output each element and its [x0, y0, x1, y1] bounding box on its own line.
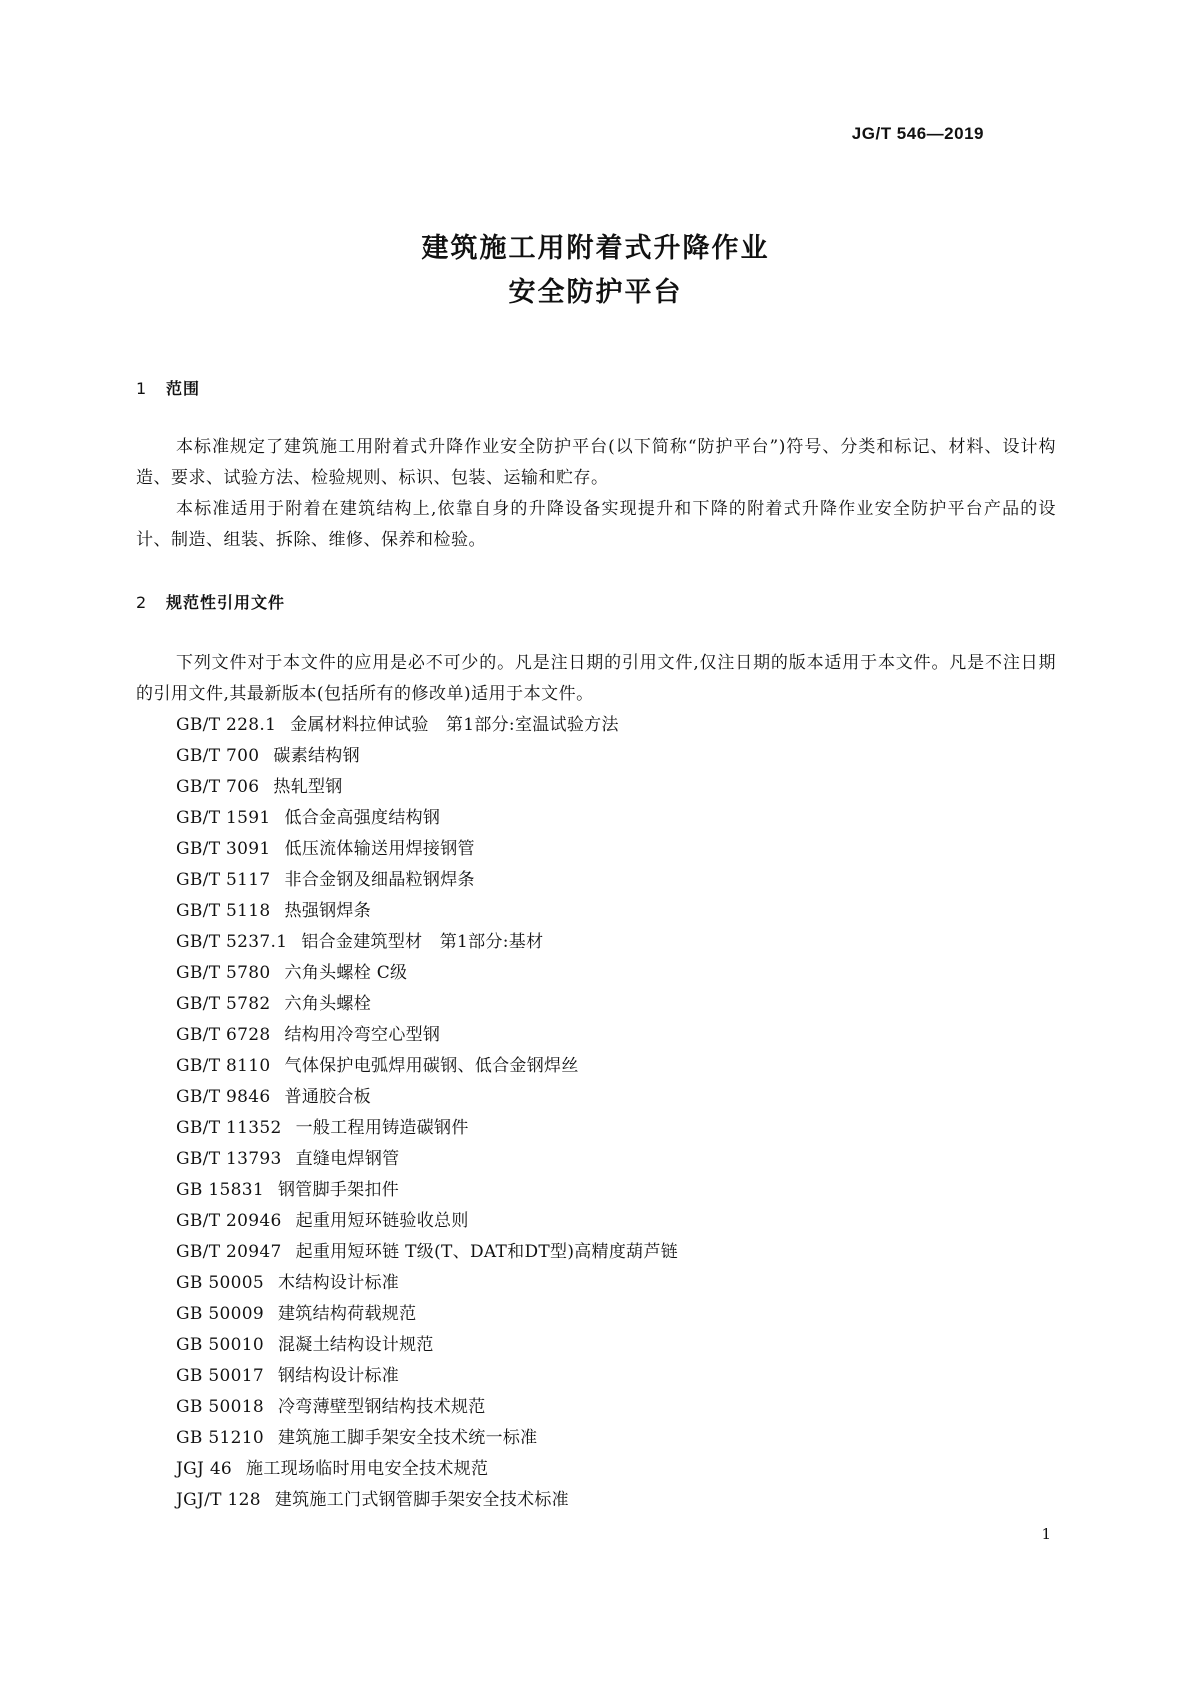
reference-title: 热轧型钢: [273, 777, 343, 797]
reference-title: 六角头螺栓: [284, 994, 372, 1014]
reference-title: 建筑结构荷载规范: [277, 1304, 417, 1324]
reference-title: 起重用短环链验收总则: [295, 1211, 469, 1231]
reference-code: GB/T 1591: [176, 808, 271, 828]
reference-title: 起重用短环链 T级(T、DAT和DT型)高精度葫芦链: [295, 1242, 679, 1262]
section-title: 范围: [166, 379, 201, 398]
reference-item: [176, 958, 1036, 989]
reference-item: [176, 1330, 1036, 1361]
reference-item: [176, 1268, 1036, 1299]
reference-title: 木结构设计标准: [277, 1273, 400, 1293]
reference-title: 一般工程用铸造碳钢件: [295, 1118, 469, 1138]
reference-title: 普通胶合板: [284, 1087, 372, 1107]
reference-code: GB/T 5117: [176, 870, 271, 890]
reference-item: [176, 927, 1036, 958]
reference-item: [176, 1175, 1036, 1206]
reference-title: 施工现场临时用电安全技术规范: [246, 1459, 489, 1479]
reference-title: 结构用冷弯空心型钢: [284, 1025, 441, 1045]
reference-title: 碳素结构钢: [273, 746, 360, 766]
reference-code: GB/T 20946: [176, 1211, 282, 1231]
reference-title: 建筑施工门式钢管脚手架安全技术标准: [274, 1490, 569, 1510]
page-number: 1: [1041, 1525, 1051, 1543]
reference-title: 低压流体输送用焊接钢管: [284, 839, 475, 859]
document-title-line-1: 建筑施工用附着式升降作业: [421, 233, 770, 264]
reference-title: 热强钢焊条: [284, 901, 372, 921]
reference-item: [176, 1392, 1036, 1423]
reference-code: GB/T 13793: [176, 1149, 282, 1169]
section-number: 1: [136, 379, 148, 398]
reference-item: [176, 865, 1036, 896]
reference-item: [176, 834, 1036, 865]
standard-number: JG/T 546—2019: [851, 124, 984, 143]
reference-item: [176, 1206, 1036, 1237]
section-2-heading: [136, 590, 285, 613]
reference-code: GB/T 11352: [176, 1118, 282, 1138]
reference-code: GB/T 5237.1: [176, 932, 288, 952]
reference-item: [176, 896, 1036, 927]
reference-title: 钢结构设计标准: [277, 1366, 400, 1386]
section-1-heading: [136, 376, 200, 399]
section-title: 规范性引用文件: [166, 593, 286, 612]
reference-item: [176, 1082, 1036, 1113]
scope-paragraph-2: 本标准适用于附着在建筑结构上,依靠自身的升降设备实现提升和下降的附着式升降作业安全防护平台产品的设计、制造、组装、拆除、维修、保养和检验。: [136, 499, 1056, 550]
reference-code: GB 50017: [176, 1366, 264, 1386]
reference-code: GB 50018: [176, 1397, 264, 1417]
reference-title: 混凝土结构设计规范: [277, 1335, 434, 1355]
reference-item: [176, 741, 1036, 772]
reference-item: [176, 1020, 1036, 1051]
normative-reference-list: [176, 710, 1036, 1516]
reference-item: [176, 1485, 1036, 1516]
reference-item: [176, 1423, 1036, 1454]
reference-title: 非合金钢及细晶粒钢焊条: [284, 870, 475, 890]
reference-code: GB/T 700: [176, 746, 260, 766]
reference-code: GB 51210: [176, 1428, 264, 1448]
reference-title: 钢管脚手架扣件: [277, 1180, 400, 1200]
reference-item: [176, 989, 1036, 1020]
reference-code: GB/T 5782: [176, 994, 271, 1014]
reference-title: 气体保护电弧焊用碳钢、低合金钢焊丝: [284, 1056, 579, 1076]
reference-title: 直缝电焊钢管: [295, 1149, 400, 1169]
section-number: 2: [136, 593, 148, 612]
reference-code: GB/T 5780: [176, 963, 271, 983]
reference-title: 低合金高强度结构钢: [284, 808, 441, 828]
reference-code: GB/T 8110: [176, 1056, 271, 1076]
reference-code: GB/T 20947: [176, 1242, 282, 1262]
reference-title: 六角头螺栓 C级: [284, 963, 408, 983]
reference-code: GB/T 3091: [176, 839, 271, 859]
reference-item: [176, 1299, 1036, 1330]
reference-item: [176, 710, 1036, 741]
reference-code: GB/T 9846: [176, 1087, 271, 1107]
reference-code: GB 50005: [176, 1273, 264, 1293]
reference-code: GB 15831: [176, 1180, 264, 1200]
reference-code: GB/T 706: [176, 777, 260, 797]
reference-code: GB/T 6728: [176, 1025, 271, 1045]
reference-code: JGJ 46: [176, 1459, 233, 1479]
reference-code: GB/T 5118: [176, 901, 271, 921]
document-title-line-2: 安全防护平台: [508, 277, 683, 308]
reference-title: 金属材料拉伸试验 第1部分:室温试验方法: [290, 715, 619, 735]
reference-code: GB/T 228.1: [176, 715, 277, 735]
reference-title: 建筑施工脚手架安全技术统一标准: [277, 1428, 538, 1448]
reference-item: [176, 1237, 1036, 1268]
reference-title: 铝合金建筑型材 第1部分:基材: [301, 932, 544, 952]
reference-item: [176, 1361, 1036, 1392]
reference-code: JGJ/T 128: [176, 1490, 261, 1510]
reference-code: GB 50009: [176, 1304, 264, 1324]
reference-item: [176, 1051, 1036, 1082]
scope-paragraph-1: 本标准规定了建筑施工用附着式升降作业安全防护平台(以下简称“防护平台”)符号、分类和标记、材料、设计构造、要求、试验方法、检验规则、标识、包装、运输和贮存。: [136, 437, 1056, 488]
references-intro-paragraph: 下列文件对于本文件的应用是必不可少的。凡是注日期的引用文件,仅注日期的版本适用于本文件。凡是不注日期的引用文件,其最新版本(包括所有的修改单)适用于本文件。: [136, 653, 1056, 704]
reference-item: [176, 803, 1036, 834]
reference-code: GB 50010: [176, 1335, 264, 1355]
reference-item: [176, 1144, 1036, 1175]
reference-title: 冷弯薄壁型钢结构技术规范: [277, 1397, 486, 1417]
reference-item: [176, 1113, 1036, 1144]
reference-item: [176, 772, 1036, 803]
reference-item: [176, 1454, 1036, 1485]
